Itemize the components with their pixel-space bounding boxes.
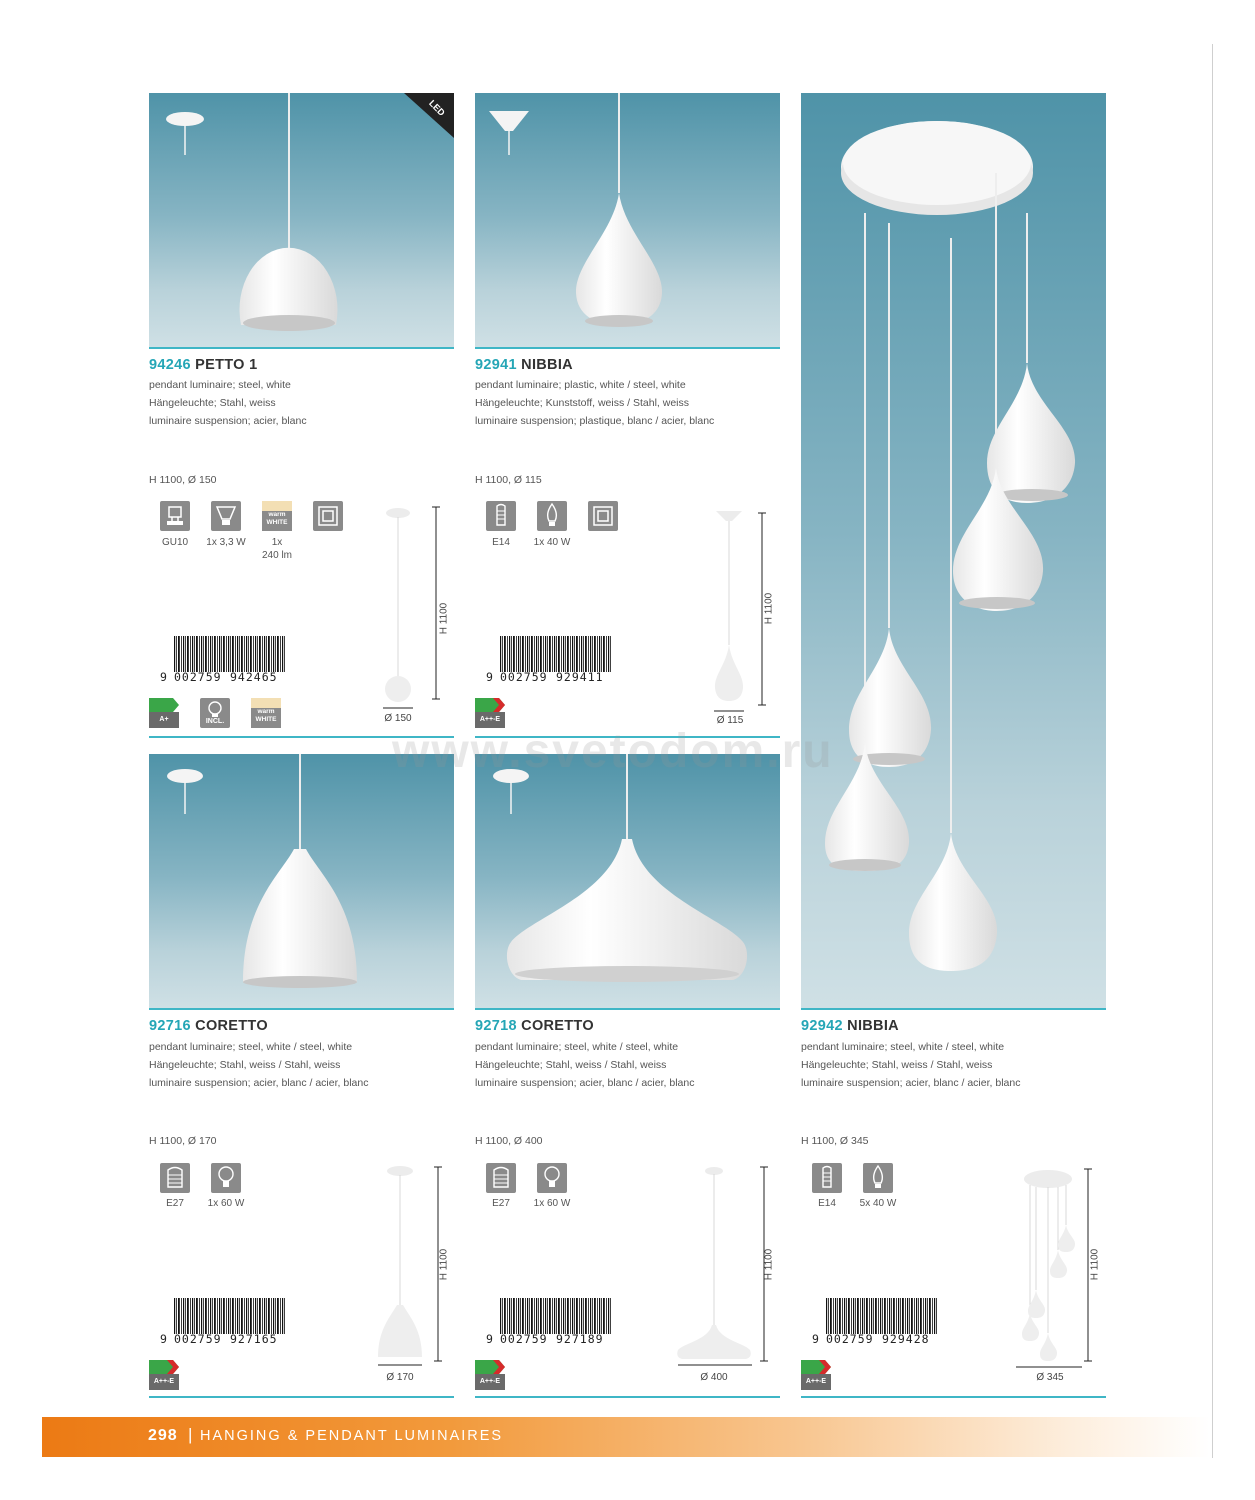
- bulb-icon: [211, 1163, 241, 1193]
- energy-label-icon: [475, 1360, 505, 1390]
- product-dimensions: H 1100, Ø 150: [149, 474, 217, 486]
- product-dimensions: H 1100, Ø 400: [475, 1135, 543, 1147]
- desc-fr: luminaire suspension; plastique, blanc / acier, blanc: [475, 415, 715, 427]
- barcode: [174, 636, 286, 672]
- product-name: NIBBIA: [847, 1018, 899, 1034]
- barcode-left-digits: 002759: [500, 670, 548, 684]
- socket-e27-icon: [160, 1163, 190, 1193]
- product-dimensions: H 1100, Ø 345: [801, 1135, 869, 1147]
- barcode-right-digits: 929411: [556, 670, 604, 684]
- desc-en: pendant luminaire; steel, white / steel, white: [475, 1041, 679, 1053]
- wattage-label: 1x 3,3 W: [206, 537, 246, 548]
- barcode: [174, 1298, 286, 1334]
- energy-class: A++-E: [801, 1374, 831, 1390]
- energy-class: A+: [149, 712, 179, 728]
- socket-label: E27: [166, 1198, 184, 1209]
- product-description: [475, 1038, 694, 1092]
- wattage-label: 1x 60 W: [207, 1198, 245, 1209]
- section-rule: [801, 1396, 1106, 1398]
- product-photo-92942: [801, 93, 1106, 1010]
- barcode-right-digits: 927189: [556, 1332, 604, 1346]
- height-label: H 1100: [438, 602, 450, 635]
- product-title: [801, 1018, 899, 1034]
- product-title: [475, 1018, 594, 1034]
- barcode-right-digits: 927165: [230, 1332, 278, 1346]
- lamp-illustration: [475, 93, 780, 347]
- bulb-included-icon: [200, 698, 230, 728]
- barcode-first-digit: 9: [486, 1332, 494, 1346]
- diameter-label: Ø 400: [700, 1372, 728, 1383]
- page-footer: [42, 1417, 1210, 1457]
- lamp-illustration: [149, 93, 454, 347]
- socket-icon: [160, 501, 190, 531]
- energy-class: A++-E: [475, 1374, 505, 1390]
- socket-e14-icon: [812, 1163, 842, 1193]
- energy-label-icon: [149, 698, 179, 728]
- socket-e27-icon: [486, 1163, 516, 1193]
- lamp-illustration: [149, 754, 454, 1008]
- product-description: [149, 376, 307, 430]
- height-label: H 1100: [1089, 1248, 1101, 1281]
- product-code: 92716: [149, 1018, 191, 1034]
- product-code: 92942: [801, 1018, 843, 1034]
- height-label: H 1100: [438, 1248, 450, 1281]
- product-photo-92718: [475, 754, 780, 1010]
- warm-text: warm: [268, 511, 286, 518]
- white-text-2: WHITE: [255, 716, 277, 723]
- product-description: [475, 376, 714, 430]
- product-description: [149, 1038, 368, 1092]
- barcode-left-digits: 002759: [174, 1332, 222, 1346]
- desc-en: pendant luminaire; steel, white: [149, 379, 291, 391]
- height-label: H 1100: [763, 592, 775, 625]
- led-badge: LED: [427, 98, 447, 118]
- desc-en: pendant luminaire; steel, white / steel, white: [149, 1041, 353, 1053]
- energy-label-icon: [149, 1360, 179, 1390]
- energy-class: A++-E: [475, 712, 505, 728]
- barcode-first-digit: 9: [486, 670, 494, 684]
- desc-de: Hängeleuchte; Stahl, weiss / Stahl, weiss: [801, 1059, 993, 1071]
- bulb-reflector-icon: [211, 501, 241, 531]
- barcode-left-digits: 002759: [174, 670, 222, 684]
- barcode: [826, 1298, 938, 1334]
- diameter-label: Ø 170: [386, 1372, 414, 1383]
- white-text: WHITE: [266, 519, 288, 526]
- desc-de: Hängeleuchte; Stahl, weiss / Stahl, weiss: [149, 1059, 341, 1071]
- product-code: 92718: [475, 1018, 517, 1034]
- bulb-icon: [537, 1163, 567, 1193]
- socket-label: E14: [492, 537, 510, 548]
- warm-white-icon: [262, 501, 292, 531]
- desc-fr: luminaire suspension; acier, blanc: [149, 415, 307, 427]
- desc-en: pendant luminaire; steel, white / steel, white: [801, 1041, 1005, 1053]
- desc-en: pendant luminaire; plastic, white / steel, white: [475, 379, 686, 391]
- barcode: [500, 1298, 612, 1334]
- warm-white-icon-2: [251, 698, 281, 728]
- desc-de: Hängeleuchte; Kunststoff, weiss / Stahl, weiss: [475, 397, 689, 409]
- product-name: CORETTO: [521, 1018, 594, 1034]
- product-dimensions: H 1100, Ø 170: [149, 1135, 217, 1147]
- barcode-right-digits: 929428: [882, 1332, 930, 1346]
- diameter-label: Ø 150: [384, 713, 412, 724]
- incl-text: INCL.: [205, 718, 225, 725]
- height-label: H 1100: [763, 1248, 775, 1281]
- product-title: [149, 357, 257, 373]
- product-title: [149, 1018, 268, 1034]
- led-count-label: 1x: [271, 537, 283, 548]
- watermark: www.svetodom.ru: [392, 725, 834, 778]
- product-title: [475, 357, 573, 373]
- dimension-drawing: [700, 505, 790, 730]
- section-rule: [149, 1396, 454, 1398]
- dimension-drawing: [672, 1165, 775, 1385]
- dimension-drawing: [1010, 1165, 1120, 1385]
- socket-label: GU10: [161, 537, 189, 548]
- desc-de: Hängeleuchte; Stahl, weiss / Stahl, weiss: [475, 1059, 667, 1071]
- energy-class: A++-E: [149, 1374, 179, 1390]
- section-title: HANGING & PENDANT LUMINAIRES: [200, 1428, 504, 1444]
- wattage-label: 1x 40 W: [533, 537, 571, 548]
- barcode-left-digits: 002759: [500, 1332, 548, 1346]
- protection-class-icon: [313, 501, 343, 531]
- barcode-first-digit: 9: [812, 1332, 820, 1346]
- product-name: CORETTO: [195, 1018, 268, 1034]
- barcode-right-digits: 942465: [230, 670, 278, 684]
- section-rule: [475, 1396, 780, 1398]
- diameter-label: Ø 115: [716, 715, 744, 726]
- product-photo-94246: [149, 93, 454, 349]
- product-name: PETTO 1: [195, 357, 258, 373]
- product-description: [801, 1038, 1020, 1092]
- protection-class-icon: [588, 501, 618, 531]
- lumen-label: 240 lm: [261, 550, 292, 561]
- candle-bulb-icon: [863, 1163, 893, 1193]
- page-edge-line: [1212, 44, 1213, 1458]
- product-code: 92941: [475, 357, 517, 373]
- desc-fr: luminaire suspension; acier, blanc / acier, blanc: [475, 1077, 695, 1089]
- product-code: 94246: [149, 357, 191, 373]
- footer-separator: |: [188, 1425, 193, 1444]
- wattage-label: 1x 60 W: [533, 1198, 571, 1209]
- product-photo-92716: [149, 754, 454, 1010]
- barcode-first-digit: 9: [160, 670, 168, 684]
- desc-fr: luminaire suspension; acier, blanc / acier, blanc: [801, 1077, 1021, 1089]
- socket-label: E14: [818, 1198, 836, 1209]
- lamp-illustration: [475, 754, 780, 1008]
- barcode-left-digits: 002759: [826, 1332, 874, 1346]
- desc-fr: luminaire suspension; acier, blanc / acier, blanc: [149, 1077, 369, 1089]
- product-name: NIBBIA: [521, 357, 573, 373]
- desc-de: Hängeleuchte; Stahl, weiss: [149, 397, 276, 409]
- energy-label-icon: [801, 1360, 831, 1390]
- diameter-label: Ø 345: [1036, 1372, 1064, 1383]
- lamp-illustration: [801, 93, 1106, 1008]
- socket-label: E27: [492, 1198, 510, 1209]
- product-photo-92941: [475, 93, 780, 349]
- product-dimensions: H 1100, Ø 115: [475, 474, 542, 486]
- warm-text-2: warm: [257, 708, 275, 715]
- page-number: 298: [148, 1427, 178, 1444]
- barcode: [500, 636, 612, 672]
- barcode-first-digit: 9: [160, 1332, 168, 1346]
- candle-bulb-icon: [537, 501, 567, 531]
- socket-e14-icon: [486, 501, 516, 531]
- wattage-label: 5x 40 W: [859, 1198, 897, 1209]
